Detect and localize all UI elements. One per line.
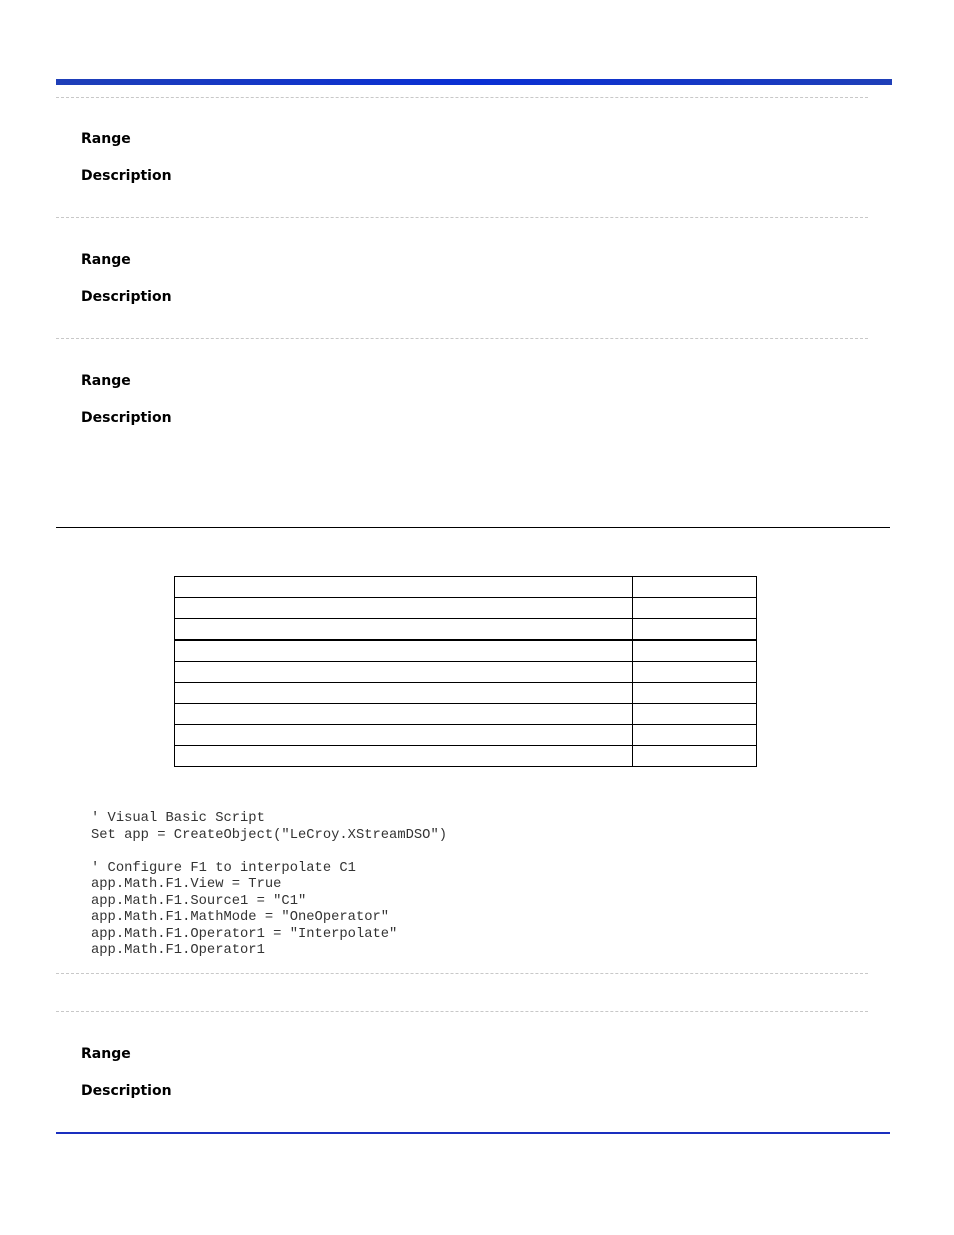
table-cell [175,683,633,704]
table-cell [633,704,757,725]
table-cell [633,619,757,641]
description-label: Description [81,1083,172,1099]
table-cell [633,640,757,662]
table-cell [175,725,633,746]
range-label: Range [81,131,131,147]
table-cell [175,619,633,641]
description-label: Description [81,168,172,184]
range-label: Range [81,252,131,268]
values-table [174,576,757,767]
table-row [175,598,757,619]
code-line: app.Math.F1.Operator1 = "Interpolate" [91,926,398,942]
table-row [175,704,757,725]
code-line: ' Visual Basic Script [91,811,265,826]
table-cell [175,598,633,619]
code-line: ' Configure F1 to interpolate C1 [91,860,356,876]
description-label: Description [81,410,172,426]
section-separator [56,97,868,98]
table-row [175,725,757,746]
table-cell [175,577,633,598]
table-cell [633,577,757,598]
table-cell [175,662,633,683]
table-cell [175,640,633,662]
table-cell [633,662,757,683]
table-row [175,662,757,683]
table-cell [633,725,757,746]
topic-divider [56,527,890,528]
table-row [175,640,757,662]
table-row [175,577,757,598]
table-cell [175,704,633,725]
table-row [175,746,757,767]
description-label: Description [81,289,172,305]
range-label: Range [81,373,131,389]
code-example [91,811,447,960]
table-row [175,619,757,641]
code-line: app.Math.F1.Source1 = "C1" [91,893,307,909]
table-cell [175,746,633,767]
section-separator [56,973,868,974]
section-separator [56,338,868,339]
table-cell [633,746,757,767]
code-line: app.Math.F1.MathMode = "OneOperator" [91,910,390,925]
table-row [175,683,757,704]
code-line: app.Math.F1.Operator1 [91,943,265,958]
footer-rule [56,1132,890,1134]
section-separator [56,217,868,218]
table-cell [633,598,757,619]
code-line: app.Math.F1.View = True [91,877,282,892]
range-label: Range [81,1046,131,1062]
header-rule [56,79,892,85]
table-cell [633,683,757,704]
section-separator [56,1011,868,1012]
code-line: Set app = CreateObject("LeCroy.XStreamDSO") [91,827,448,843]
